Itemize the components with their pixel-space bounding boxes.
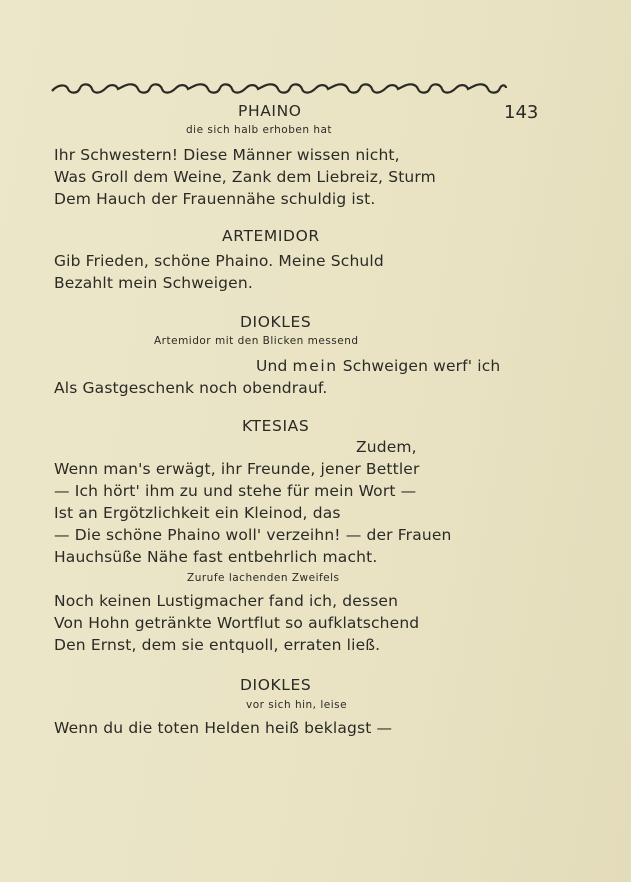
decorative-header-border [50, 82, 508, 96]
stage-direction-ktesias: Zurufe lachenden Zweifels [187, 572, 340, 584]
verse-line: — Ich hört' ihm zu und stehe für mein Wort — [54, 482, 417, 500]
verse-line: Ihr Schwestern! Diese Männer wissen nicht, [54, 146, 400, 164]
verse-line: Dem Hauch der Frauennähe schuldig ist. [54, 190, 376, 208]
stage-direction-diokles: Artemidor mit den Blicken messend [154, 335, 359, 347]
verse-line: Den Ernst, dem sie entquoll, erraten ließ. [54, 636, 381, 654]
speaker-artemidor: ARTEMIDOR [222, 227, 320, 245]
emphasized-word: mein [292, 357, 338, 375]
verse-line: Von Hohn getränkte Wortflut so aufklatschend [54, 614, 420, 632]
verse-line: Bezahlt mein Schweigen. [54, 274, 253, 292]
verse-line-text: Schweigen werf' ich [337, 357, 501, 375]
speaker-diokles: DIOKLES [240, 676, 312, 694]
verse-line: Ist an Ergötzlichkeit ein Kleinod, das [54, 504, 341, 522]
verse-line-text: Und [256, 357, 293, 375]
speaker-ktesias: KTESIAS [242, 417, 310, 435]
verse-line: Gib Frieden, schöne Phaino. Meine Schuld [54, 252, 384, 270]
verse-line: Hauchsüße Nähe fast entbehrlich macht. [54, 548, 378, 566]
verse-line: Wenn man's erwägt, ihr Freunde, jener Bettler [54, 460, 420, 478]
verse-line: Als Gastgeschenk noch obendrauf. [54, 379, 328, 397]
verse-line: Was Groll dem Weine, Zank dem Liebreiz, Sturm [54, 168, 436, 186]
verse-line: — Die schöne Phaino woll' verzeihn! — der Frauen [54, 526, 452, 544]
speaker-phaino: PHAINO [238, 102, 302, 120]
stage-direction-diokles: vor sich hin, leise [246, 699, 348, 711]
verse-line: Zudem, [356, 438, 417, 456]
verse-line: Noch keinen Lustigmacher fand ich, dessen [54, 592, 399, 610]
stage-direction-phaino: die sich halb erhoben hat [186, 124, 333, 136]
verse-line [256, 357, 500, 375]
page-number: 143 [504, 102, 539, 123]
verse-line: Wenn du die toten Helden heiß beklagst — [54, 719, 393, 737]
speaker-diokles: DIOKLES [240, 313, 312, 331]
